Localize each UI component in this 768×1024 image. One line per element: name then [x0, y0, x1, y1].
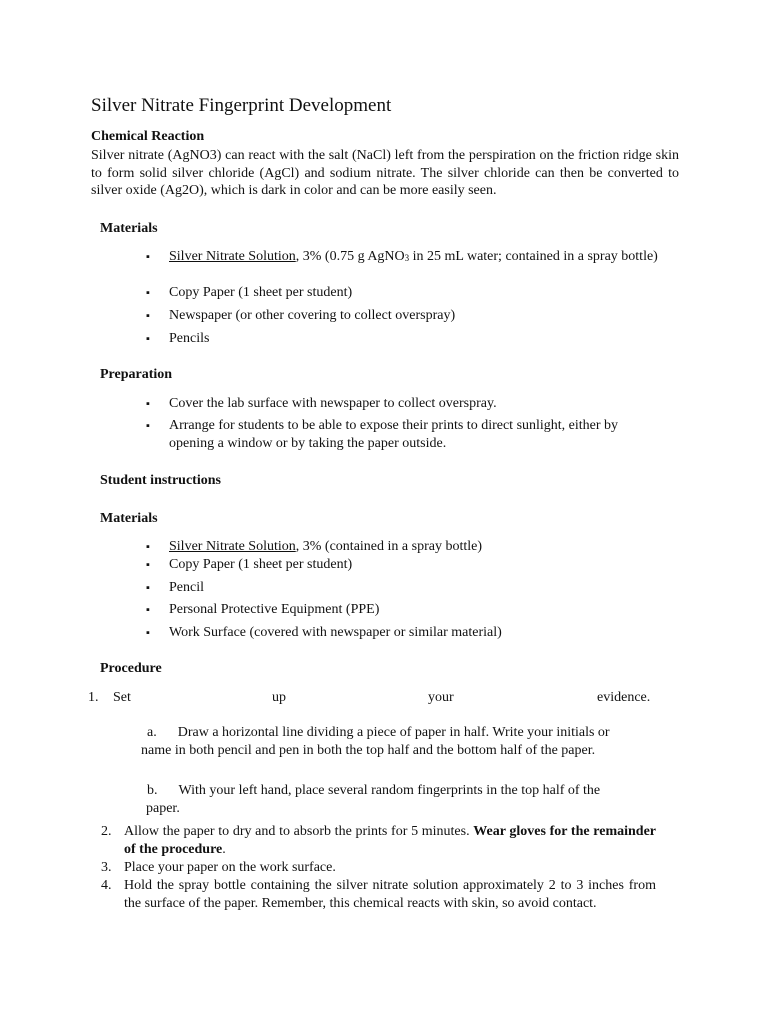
procedure-step-2-number: 2. — [101, 824, 112, 839]
student-materials-item-silver-nitrate: Silver Nitrate Solution, 3% (contained in a spray bottle) — [169, 539, 482, 554]
bullet-icon: ▪ — [146, 251, 150, 263]
bullet-icon: ▪ — [146, 310, 150, 322]
bullet-icon: ▪ — [146, 420, 150, 432]
student-materials-item-work-surface: Work Surface (covered with newspaper or similar material) — [169, 625, 502, 640]
bullet-icon: ▪ — [146, 398, 150, 410]
procedure-step-3-number: 3. — [101, 860, 112, 875]
bullet-icon: ▪ — [146, 582, 150, 594]
materials-item-silver-nitrate: Silver Nitrate Solution, 3% (0.75 g AgNO$_3$ in 25 mL water; contained in a spray bottle) — [169, 249, 658, 264]
procedure-substep-a: a. Draw a horizontal line dividing a piece of paper in half. Write your initials or name in both pencil and pen in both the top half and the bottom half of the paper. — [141, 725, 610, 758]
document-title: Silver Nitrate Fingerprint Development — [91, 95, 392, 116]
procedure-step-4-text: Hold the spray bottle containing the silver nitrate solution approximately 2 to 3 inches from the surface of the paper. Remember, this chemical reacts with skin, so avoid contact. — [124, 878, 656, 911]
materials-item-label: Silver Nitrate Solution — [169, 249, 296, 264]
procedure-step-1-word: evidence. — [597, 690, 651, 705]
procedure-step-4-number: 4. — [101, 878, 112, 893]
procedure-substep-b: b. With your left hand, place several random fingerprints in the top half of the paper. — [146, 783, 601, 816]
procedure-step-1-word: your — [428, 690, 454, 705]
student-materials-heading: Materials — [100, 511, 158, 526]
procedure-step-3-text: Place your paper on the work surface. — [124, 860, 336, 875]
procedure-step-1-word: Set — [113, 690, 131, 705]
procedure-step-1-word: up — [272, 690, 286, 705]
chemical-reaction-text: Silver nitrate (AgNO3) can react with the salt (NaCl) left from the perspiration on the friction ridge skin to form solid silver chloride (AgCl) and sodium nitrate. The silver chloride can then be converted to silver oxide (Ag2O), which is dark in color and can be more easily seen. — [91, 148, 679, 198]
bullet-icon: ▪ — [146, 287, 150, 299]
student-materials-item-copy-paper: Copy Paper (1 sheet per student) — [169, 557, 353, 572]
procedure-step-1-number: 1. — [88, 690, 99, 705]
procedure-step-2-text: Allow the paper to dry and to absorb the prints for 5 minutes. Wear gloves for the remainder of the procedure. — [124, 824, 657, 857]
bullet-icon: ▪ — [146, 627, 150, 639]
chemical-reaction-heading: Chemical Reaction — [91, 129, 205, 144]
student-instructions-heading: Student instructions — [100, 473, 221, 488]
materials-item-pencils: Pencils — [169, 331, 210, 346]
preparation-item-cover: Cover the lab surface with newspaper to collect overspray. — [169, 396, 497, 411]
bullet-icon: ▪ — [146, 604, 150, 616]
student-materials-item-label: Silver Nitrate Solution — [169, 539, 296, 554]
bullet-icon: ▪ — [146, 559, 150, 571]
preparation-item-arrange: Arrange for students to be able to expose their prints to direct sunlight, either by opening a window or by taking the paper outside. — [169, 418, 619, 451]
materials-item-newspaper: Newspaper (or other covering to collect overspray) — [169, 308, 456, 323]
bullet-icon: ▪ — [146, 541, 150, 553]
student-materials-item-pencil: Pencil — [169, 580, 204, 595]
procedure-step-2-warning: Wear gloves for the remainder of the procedure — [124, 824, 657, 857]
bullet-icon: ▪ — [146, 333, 150, 345]
materials-item-copy-paper: Copy Paper (1 sheet per student) — [169, 285, 353, 300]
student-materials-item-ppe: Personal Protective Equipment (PPE) — [169, 602, 380, 617]
procedure-heading: Procedure — [100, 661, 162, 676]
materials-heading: Materials — [100, 221, 158, 236]
preparation-heading: Preparation — [100, 367, 173, 382]
